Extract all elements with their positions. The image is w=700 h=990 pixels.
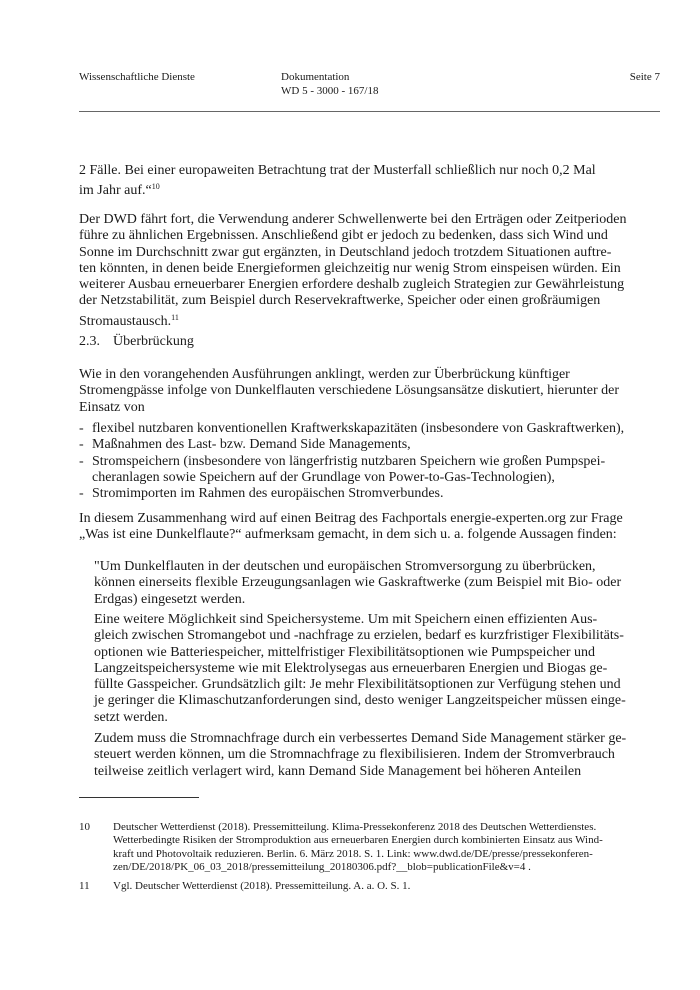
list-dash: -: [79, 453, 84, 469]
header-institution: Wissenschaftliche Dienste: [79, 71, 195, 83]
list-item-text: Stromimporten im Rahmen des europäischen Stromverbundes.: [92, 486, 444, 502]
text-line: füllte Gasspeicher. Grundsätzlich gilt: Je mehr Flexibilitätsoptionen zur Verfügung stehen und: [94, 677, 621, 693]
text-line: führe zu ähnlichen Ergebnissen. Anschließend gibt er jedoch zu bedenken, dass sich Wind und: [79, 228, 608, 244]
list-item: [79, 437, 661, 453]
text-line: Stromengpässe infolge von Dunkelflauten verschiedene Lösungsansätze diskutiert, hierunter der: [79, 383, 620, 399]
text-line: 2 Fälle. Bei einer europaweiten Betrachtung trat der Musterfall schließlich nur noch 0,2 Mal: [79, 163, 596, 178]
footnote-divider: [79, 797, 199, 798]
text-line: „Was ist eine Dunkelflaute?“ aufmerksam gemacht, in dem sich u. a. folgende Aussagen finden:: [79, 527, 617, 543]
text-line: Eine weitere Möglichkeit sind Speichersysteme. Um mit Speichern einen effizienten Aus-: [94, 612, 598, 627]
text-line: gleich zwischen Stromangebot und -nachfrage zu erzielen, bedarf es kurzfristiger Flexibilitäts-: [94, 628, 624, 644]
paragraph-4: [79, 511, 661, 544]
list-item-text: Stromspeichern (insbesondere von längerfristig nutzbaren Speichern wie großen Pumpspei-: [92, 453, 606, 469]
text-line: "Um Dunkelflauten in der deutschen und europäischen Stromversorgung zu überbrücken,: [94, 559, 596, 574]
paragraph-3: [79, 367, 661, 416]
footnote-number: 10: [79, 821, 90, 833]
text-line: Einsatz von: [79, 399, 145, 415]
text-line: [79, 179, 661, 199]
list-dash: -: [79, 486, 84, 502]
text-line: Wie in den vorangehenden Ausführungen anklingt, werden zur Überbrückung künftiger: [79, 367, 570, 382]
paragraph-2: [79, 212, 661, 330]
text-line: der Netzstabilität, zum Beispiel durch Reservekraftwerke, Speicher oder einen großräumigen: [79, 293, 601, 309]
footnote-link-line[interactable]: zen/DE/2018/PK_06_03_2018/pressemitteilung_20180306.pdf?__blob=publicationFile&v=4 .: [113, 861, 531, 874]
footnote-text-line: Deutscher Wetterdienst (2018). Pressemitteilung. Klima-Pressekonferenz 2018 des Deutschen Wetterdienstes.: [113, 821, 597, 833]
quote-paragraph-3: [94, 731, 660, 780]
text-line: optionen wie Batteriespeicher, mittelfristiger Flexibilitätsoptionen wie Pumpspeicher und: [94, 644, 595, 660]
solutions-list: [79, 421, 661, 502]
footnote-text-line: Wetterbedingte Risiken der Stromproduktion aus erneuerbaren Energien durch kombinierten Einsatz aus Wind-: [113, 834, 603, 847]
text-line: [79, 310, 661, 330]
section-number: 2.3.: [79, 334, 100, 349]
section-heading: [79, 334, 194, 350]
text-line: setzt werden.: [94, 709, 168, 725]
footnote-number: 11: [79, 880, 90, 892]
footnote-text-line: Vgl. Deutscher Wetterdienst (2018). Pressemitteilung. A. a. O. S. 1.: [113, 880, 411, 892]
quote-paragraph-2: [94, 612, 660, 726]
text-line: In diesem Zusammenhang wird auf einen Beitrag des Fachportals energie-experten.org zur Frage: [79, 511, 623, 526]
list-item-text: cheranlagen sowie Speichern auf der Grundlage von Power-to-Gas-Technologien),: [92, 469, 555, 485]
text-line: teilweise zeitlich verlagert wird, kann Demand Side Management bei höheren Anteilen: [94, 763, 582, 779]
text-line: Langzeitspeichersysteme wie mit Elektrolysegas aus erneuerbaren Energien und Biogas ge-: [94, 660, 608, 676]
footnote-ref-10[interactable]: 10: [151, 182, 160, 192]
footnote-ref-11[interactable]: 11: [171, 312, 179, 322]
text-line: Sonne im Durchschnitt zwar gut ergänzten, in Deutschland jedoch trotzdem Situationen auftre-: [79, 244, 612, 260]
quote-paragraph-1: [94, 559, 660, 608]
list-item-text: Maßnahmen des Last- bzw. Demand Side Managements,: [92, 437, 411, 453]
list-item: [79, 421, 661, 437]
list-item-text: flexibel nutzbaren konventionellen Kraftwerkskapazitäten (insbesondere von Gaskraftwerken),: [92, 421, 625, 436]
list-item: [79, 454, 661, 487]
header-doc-type: Dokumentation: [281, 71, 350, 83]
text-line: je geringer die Klimaschutzanforderungen sind, desto weniger Langzeitspeicher müssen einge-: [94, 693, 626, 709]
header-page-number: Seite 7: [629, 71, 660, 83]
text-line: Der DWD fährt fort, die Verwendung anderer Schwellenwerte bei den Erträgen oder Zeitperioden: [79, 212, 627, 227]
text-line: können einerseits flexible Erzeugungsanlagen wie Gaskraftwerke (zum Beispiel mit Bio- oder: [94, 575, 622, 591]
text-line: Zudem muss die Stromnachfrage durch ein verbessertes Demand Side Management stärker ge-: [94, 731, 627, 746]
text-line: weiterer Ausbau erneuerbarer Energien erfordere deshalb zugleich Strategien zur Gewährleistung: [79, 277, 625, 293]
text-line: steuert werden können, um die Stromnachfrage zu flexibilisieren. Indem der Stromverbrauch: [94, 747, 615, 763]
text-segment: Stromaustausch.: [79, 313, 172, 329]
header-document-info: [281, 70, 378, 98]
text-segment: im Jahr auf.“: [79, 183, 152, 199]
list-dash: -: [79, 421, 84, 436]
text-line: Erdgas) eingesetzt werden.: [94, 591, 246, 607]
list-dash: -: [79, 437, 84, 453]
header-divider: [79, 111, 660, 112]
paragraph-1: [79, 163, 661, 200]
header-doc-number: WD 5 - 3000 - 167/18: [281, 85, 379, 97]
list-item: [79, 486, 661, 502]
footnote-text-line: kraft und Photovoltaik reduzieren. Berlin. 6. März 2018. S. 1. Link: www.dwd.de/DE/presse/pressekonferen-: [113, 847, 593, 860]
section-title: Überbrückung: [113, 334, 194, 349]
text-line: ten könnten, in denen beide Energieformen gleichzeitig nur wenig Strom einspeisen würden. Ein: [79, 260, 621, 276]
